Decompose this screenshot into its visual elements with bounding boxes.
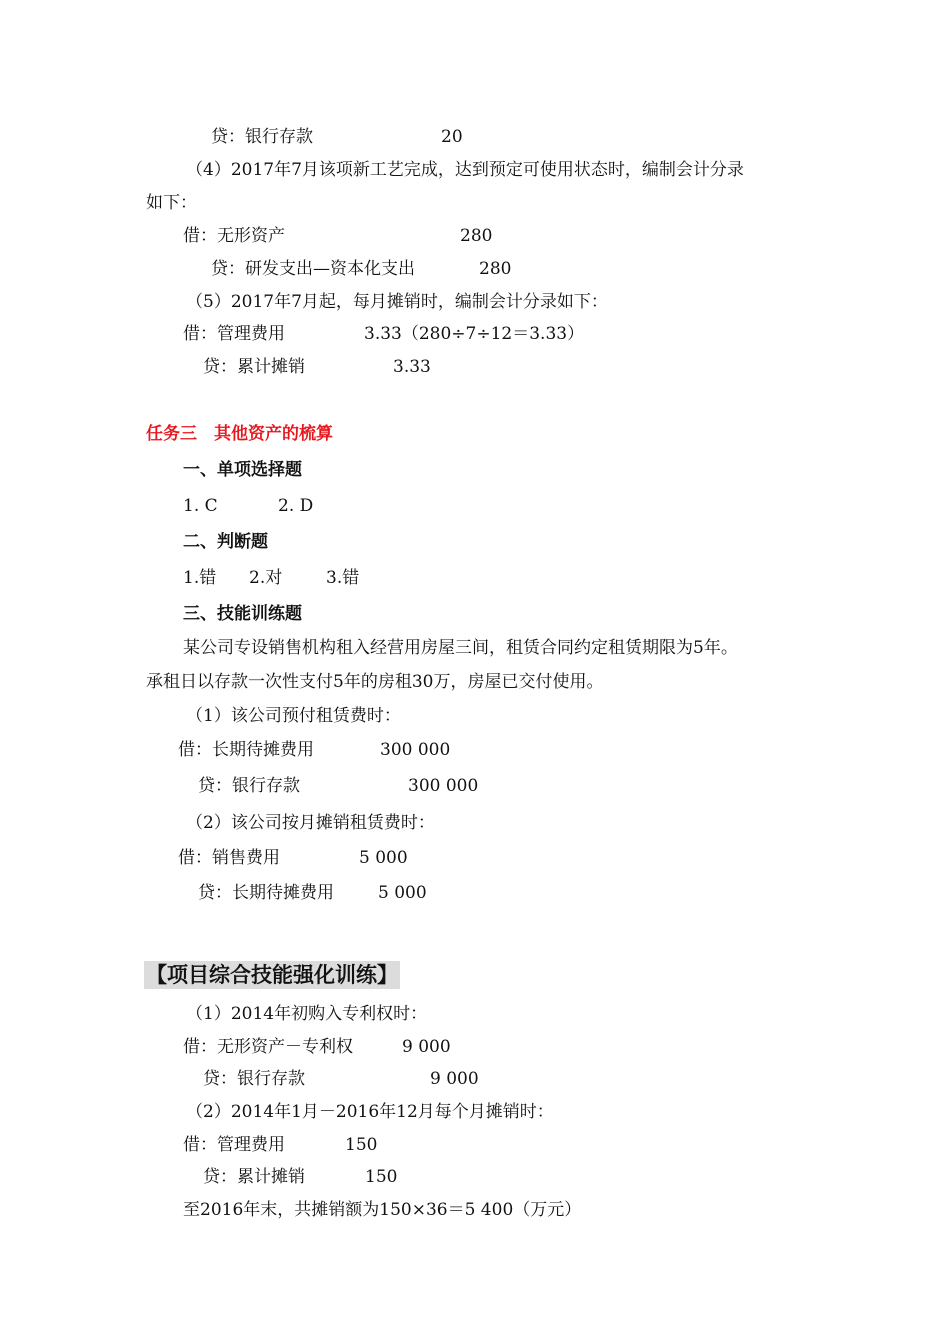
entry-account: 贷：银行存款 [203, 1069, 305, 1089]
entry-account: 贷：银行存款 [198, 776, 300, 796]
entry-debit-mgmt [183, 1134, 378, 1156]
entry-credit-bank [203, 1068, 479, 1090]
section-skill-training: 三、技能训练题 [183, 604, 302, 624]
entry-amount: 9 000 [402, 1037, 451, 1057]
project-title: 【项目综合技能强化训练】 [146, 963, 398, 987]
entry-account: 借：管理费用 [183, 1135, 285, 1155]
step-4-text-cont: 如下： [146, 193, 197, 213]
entry-amount: 150 [365, 1167, 398, 1187]
entry-debit-patent [183, 1036, 451, 1058]
entry-credit-bank [198, 775, 479, 797]
answer: 3.错 [326, 568, 360, 588]
problem-text: 某公司专设销售机构租入经营用房屋三间，租赁合同约定租赁期限为5年。 [183, 638, 738, 658]
entry-debit-sales [178, 847, 408, 869]
step-1-text: （1）该公司预付租赁费时： [186, 706, 401, 726]
section-true-false: 二、判断题 [183, 532, 268, 552]
entry-amount: 5 000 [378, 883, 427, 903]
entry-amount: 300 000 [380, 740, 451, 760]
entry-account: 贷：累计摊销 [203, 1167, 305, 1187]
entry-credit-amort [203, 356, 431, 378]
entry-amount: 5 000 [359, 848, 408, 868]
entry-credit-bank [211, 126, 463, 148]
entry-account: 借：无形资产－专利权 [183, 1037, 353, 1057]
entry-account: 贷：累计摊销 [203, 357, 305, 377]
entry-account: 贷：研发支出—资本化支出 [211, 259, 415, 279]
step-4-text: （4）2017年7月该项新工艺完成，达到预定可使用状态时，编制会计分录 [186, 160, 744, 180]
answer: 2.对 [249, 568, 283, 588]
entry-debit-deferred [178, 739, 451, 761]
entry-account: 借：销售费用 [178, 848, 280, 868]
entry-credit-amort [203, 1166, 398, 1188]
entry-credit-rd [211, 258, 512, 280]
entry-amount: 300 000 [408, 776, 479, 796]
entry-account: 贷：银行存款 [211, 127, 313, 147]
entry-amount: 3.33（280÷7÷12＝3.33） [364, 324, 585, 344]
answers-true-false [183, 567, 360, 589]
entry-debit-mgmt [183, 323, 585, 345]
entry-account: 借：长期待摊费用 [178, 740, 314, 760]
problem-text-cont: 承租日以存款一次性支付5年的房租30万，房屋已交付使用。 [146, 672, 604, 692]
step-1-text: （1）2014年初购入专利权时： [186, 1004, 428, 1024]
answers-single-choice [183, 495, 314, 517]
entry-account: 借：无形资产 [183, 226, 285, 246]
step-2-text: （2）该公司按月摊销租赁费时： [186, 813, 435, 833]
entry-amount: 280 [460, 226, 493, 246]
entry-amount: 9 000 [430, 1069, 479, 1089]
task3-title: 任务三 其他资产的梳算 [146, 424, 333, 444]
entry-amount: 150 [345, 1135, 378, 1155]
entry-debit-intangible [183, 225, 493, 247]
entry-account: 贷：长期待摊费用 [198, 883, 334, 903]
total-amortization: 至2016年末，共摊销额为150×36＝5 400（万元） [183, 1200, 582, 1220]
entry-amount: 280 [479, 259, 512, 279]
entry-account: 借：管理费用 [183, 324, 285, 344]
entry-amount: 20 [441, 127, 463, 147]
step-5-text: （5）2017年7月起，每月摊销时，编制会计分录如下： [186, 292, 608, 312]
answer: 1. C [183, 496, 218, 516]
answer: 1.错 [183, 568, 217, 588]
step-2-text: （2）2014年1月－2016年12月每个月摊销时： [186, 1102, 554, 1122]
section-single-choice: 一、单项选择题 [183, 460, 302, 480]
answer: 2. D [278, 496, 314, 516]
entry-credit-deferred [198, 882, 427, 904]
entry-amount: 3.33 [393, 357, 431, 377]
